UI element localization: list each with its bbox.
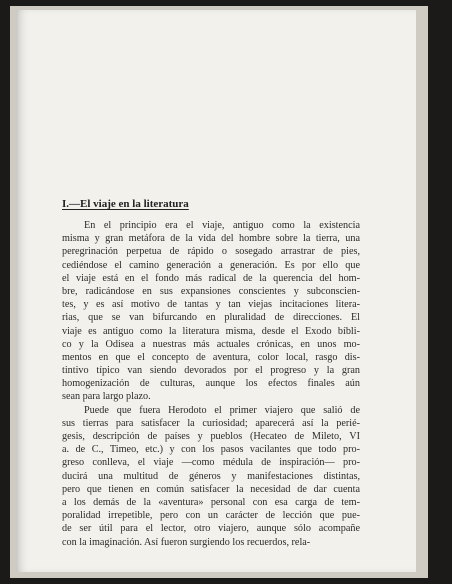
text-line: rias, que se van bifurcando en pluralidad de direcciones. El — [62, 312, 360, 324]
text-line: greso conlleva, el viaje —como médula de inspiración— pro- — [62, 457, 360, 469]
text-line: ducirá una multitud de géneros y manifestaciones distintas, — [62, 470, 360, 482]
text-line: bre, radicándose en sus expansiones conscientes y subconscien- — [62, 285, 360, 297]
text-line: sus tierras para satisfacer la curiosidad; aparecerá así la perié- — [62, 417, 360, 429]
text-line: Puede que fuera Herodoto el primer viajero que salió de — [84, 404, 360, 416]
text-line: misma y gran metáfora de la vida del hombre sobre la tierra, una — [62, 233, 360, 245]
text-line: cediéndose el camino generación a generación. Es por ello que — [62, 259, 360, 271]
text-line: sean para largo plazo. — [62, 391, 151, 403]
text-line: homogenización de culturas, aunque los efectos finales aún — [62, 378, 360, 390]
body-text — [62, 219, 360, 549]
text-line: peregrinación perpetua de rápido o sosegado arrastrar de pies, — [62, 246, 360, 258]
text-line: mentos en que el concepto de aventura, color local, rasgo dis- — [62, 351, 360, 363]
text-line: poralidad irrepetible, pero con un carácter de lección que pue- — [62, 510, 360, 522]
text-line: pero que tienen en común satisfacer la necesidad de dar cuenta — [62, 483, 360, 495]
text-line: de ser útil para el lector, otro viajero, aunque sólo acompañe — [62, 523, 360, 535]
text-line: a. de C., Timeo, etc.) y con los pasos vacilantes que todo pro- — [62, 444, 360, 456]
paragraph — [62, 219, 360, 404]
text-line: co y la Odisea a nuestras más actuales crónicas, en unos mo- — [62, 338, 360, 350]
text-line: viaje es antiguo como la literatura misma, desde el Exodo bíbli- — [62, 325, 360, 337]
text-line: a los demás de la «aventura» personal con esa carga de tem- — [62, 496, 360, 508]
text-line: En el principio era el viaje, antiguo como la existencia — [84, 220, 360, 231]
section-heading: I.—El viaje en la literatura — [62, 198, 189, 210]
text-line: gesis, descripción de países y pueblos (Hecateo de Mileto, VI — [62, 431, 360, 442]
paragraph — [62, 404, 360, 549]
text-line: con la imaginación. Así fueron surgiendo los recuerdos, rela- — [62, 536, 311, 548]
text-line: tes, y es así motivo de tantas y tan viejas incitaciones litera- — [62, 299, 360, 311]
text-line: el viaje está en el fondo más radical de la querencia del hom- — [62, 272, 360, 284]
text-line: tintivo típico van siendo devorados por el progreso y la gran — [62, 365, 360, 377]
